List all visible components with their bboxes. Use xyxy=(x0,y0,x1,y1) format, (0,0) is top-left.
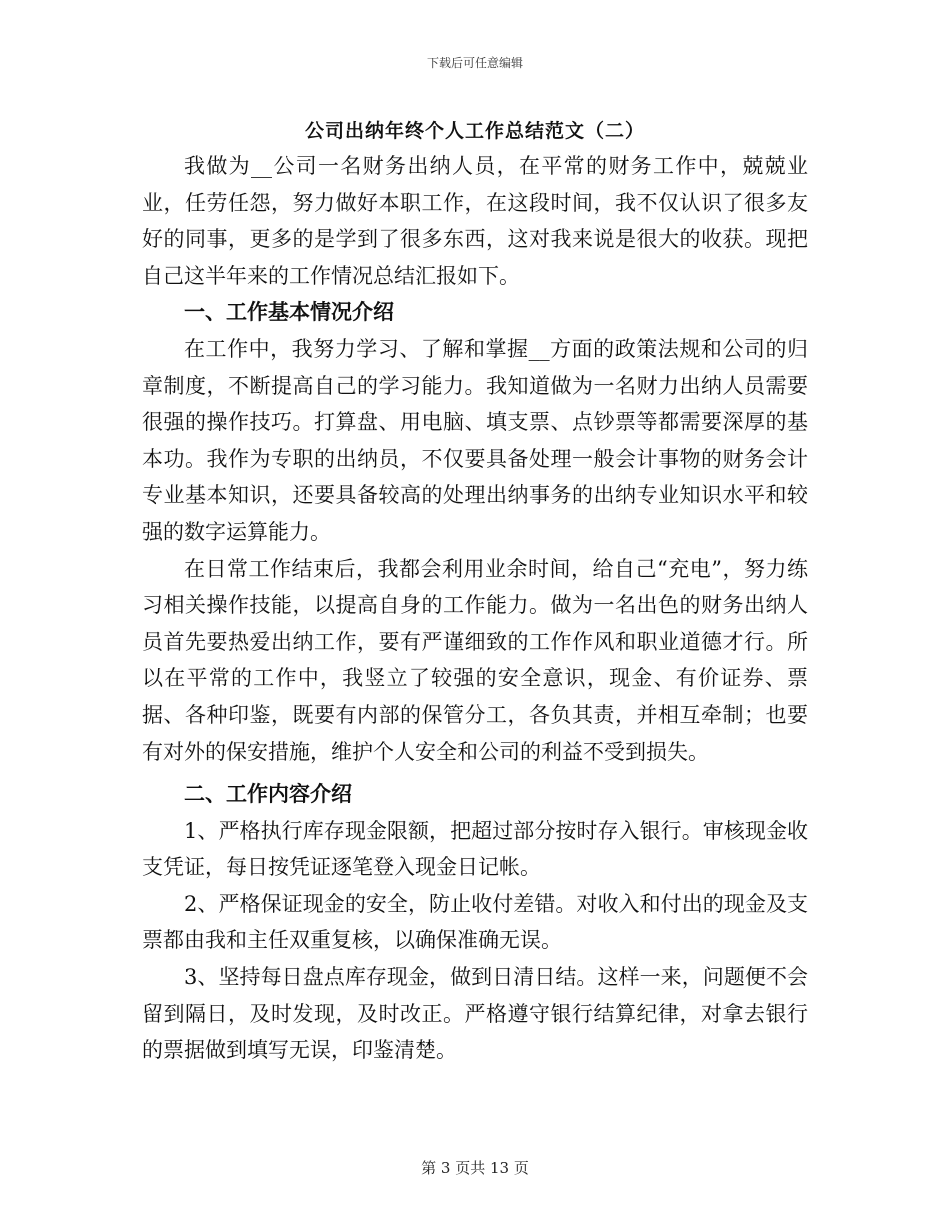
section-heading-2: 二、工作内容介绍 xyxy=(184,781,352,807)
intro-paragraph: 我做为__公司一名财务出纳人员，在平常的财务工作中，兢兢业业，任劳任怨，努力做好本职工作，在这段时间，我不仅认识了很多友好的同事，更多的是学到了很多东西，这对我来说是很大的收获。现把自己这半年来的工作情况总结汇报如下。 xyxy=(142,154,808,288)
section2-item-2: 2、严格保证现金的安全，防止收付差错。对收入和付出的现金及支票都由我和主任双重复核，以确保准确无误。 xyxy=(142,891,808,953)
page-footer: 第 3 页共 13 页 xyxy=(421,1159,529,1177)
section-heading-1: 一、工作基本情况介绍 xyxy=(184,299,394,325)
section1-paragraph-2: 在日常工作结束后，我都会利用业余时间，给自己“充电”，努力练习相关操作技能，以提高自身的工作能力。做为一名出色的财务出纳人员首先要热爱出纳工作，要有严谨细致的工作作风和职业道德才行。所以在平常的工作中，我竖立了较强的安全意识，现金、有价证券、票据、各种印鉴，既要有内部的保管分工，各负其责，并相互牵制；也要有对外的保安措施，维护个人安全和公司的利益不受到损失。 xyxy=(142,556,808,764)
header-note: 下载后可任意编辑 xyxy=(426,56,523,70)
section2-item-3: 3、坚持每日盘点库存现金，做到日清日结。这样一来，问题便不会留到隔日，及时发现，及时改正。严格遵守银行结算纪律，对拿去银行的票据做到填写无误，印鉴清楚。 xyxy=(142,965,808,1063)
document-title: 公司出纳年终个人工作总结范文（二） xyxy=(304,120,645,142)
section2-item-1: 1、严格执行库存现金限额，把超过部分按时存入银行。审核现金收支凭证，每日按凭证逐笔登入现金日记帐。 xyxy=(142,818,808,880)
section1-paragraph-1: 在工作中，我努力学习、了解和掌握__方面的政策法规和公司的归章制度，不断提高自己的学习能力。我知道做为一名财力出纳人员需要很强的操作技巧。打算盘、用电脑、填支票、点钞票等都需要深厚的基本功。我作为专职的出纳员，不仅要具备处理一般会计事物的财务会计专业基本知识，还要具备较高的处理出纳事务的出纳专业知识水平和较强的数字运算能力。 xyxy=(142,336,808,544)
document-body xyxy=(142,148,808,1069)
